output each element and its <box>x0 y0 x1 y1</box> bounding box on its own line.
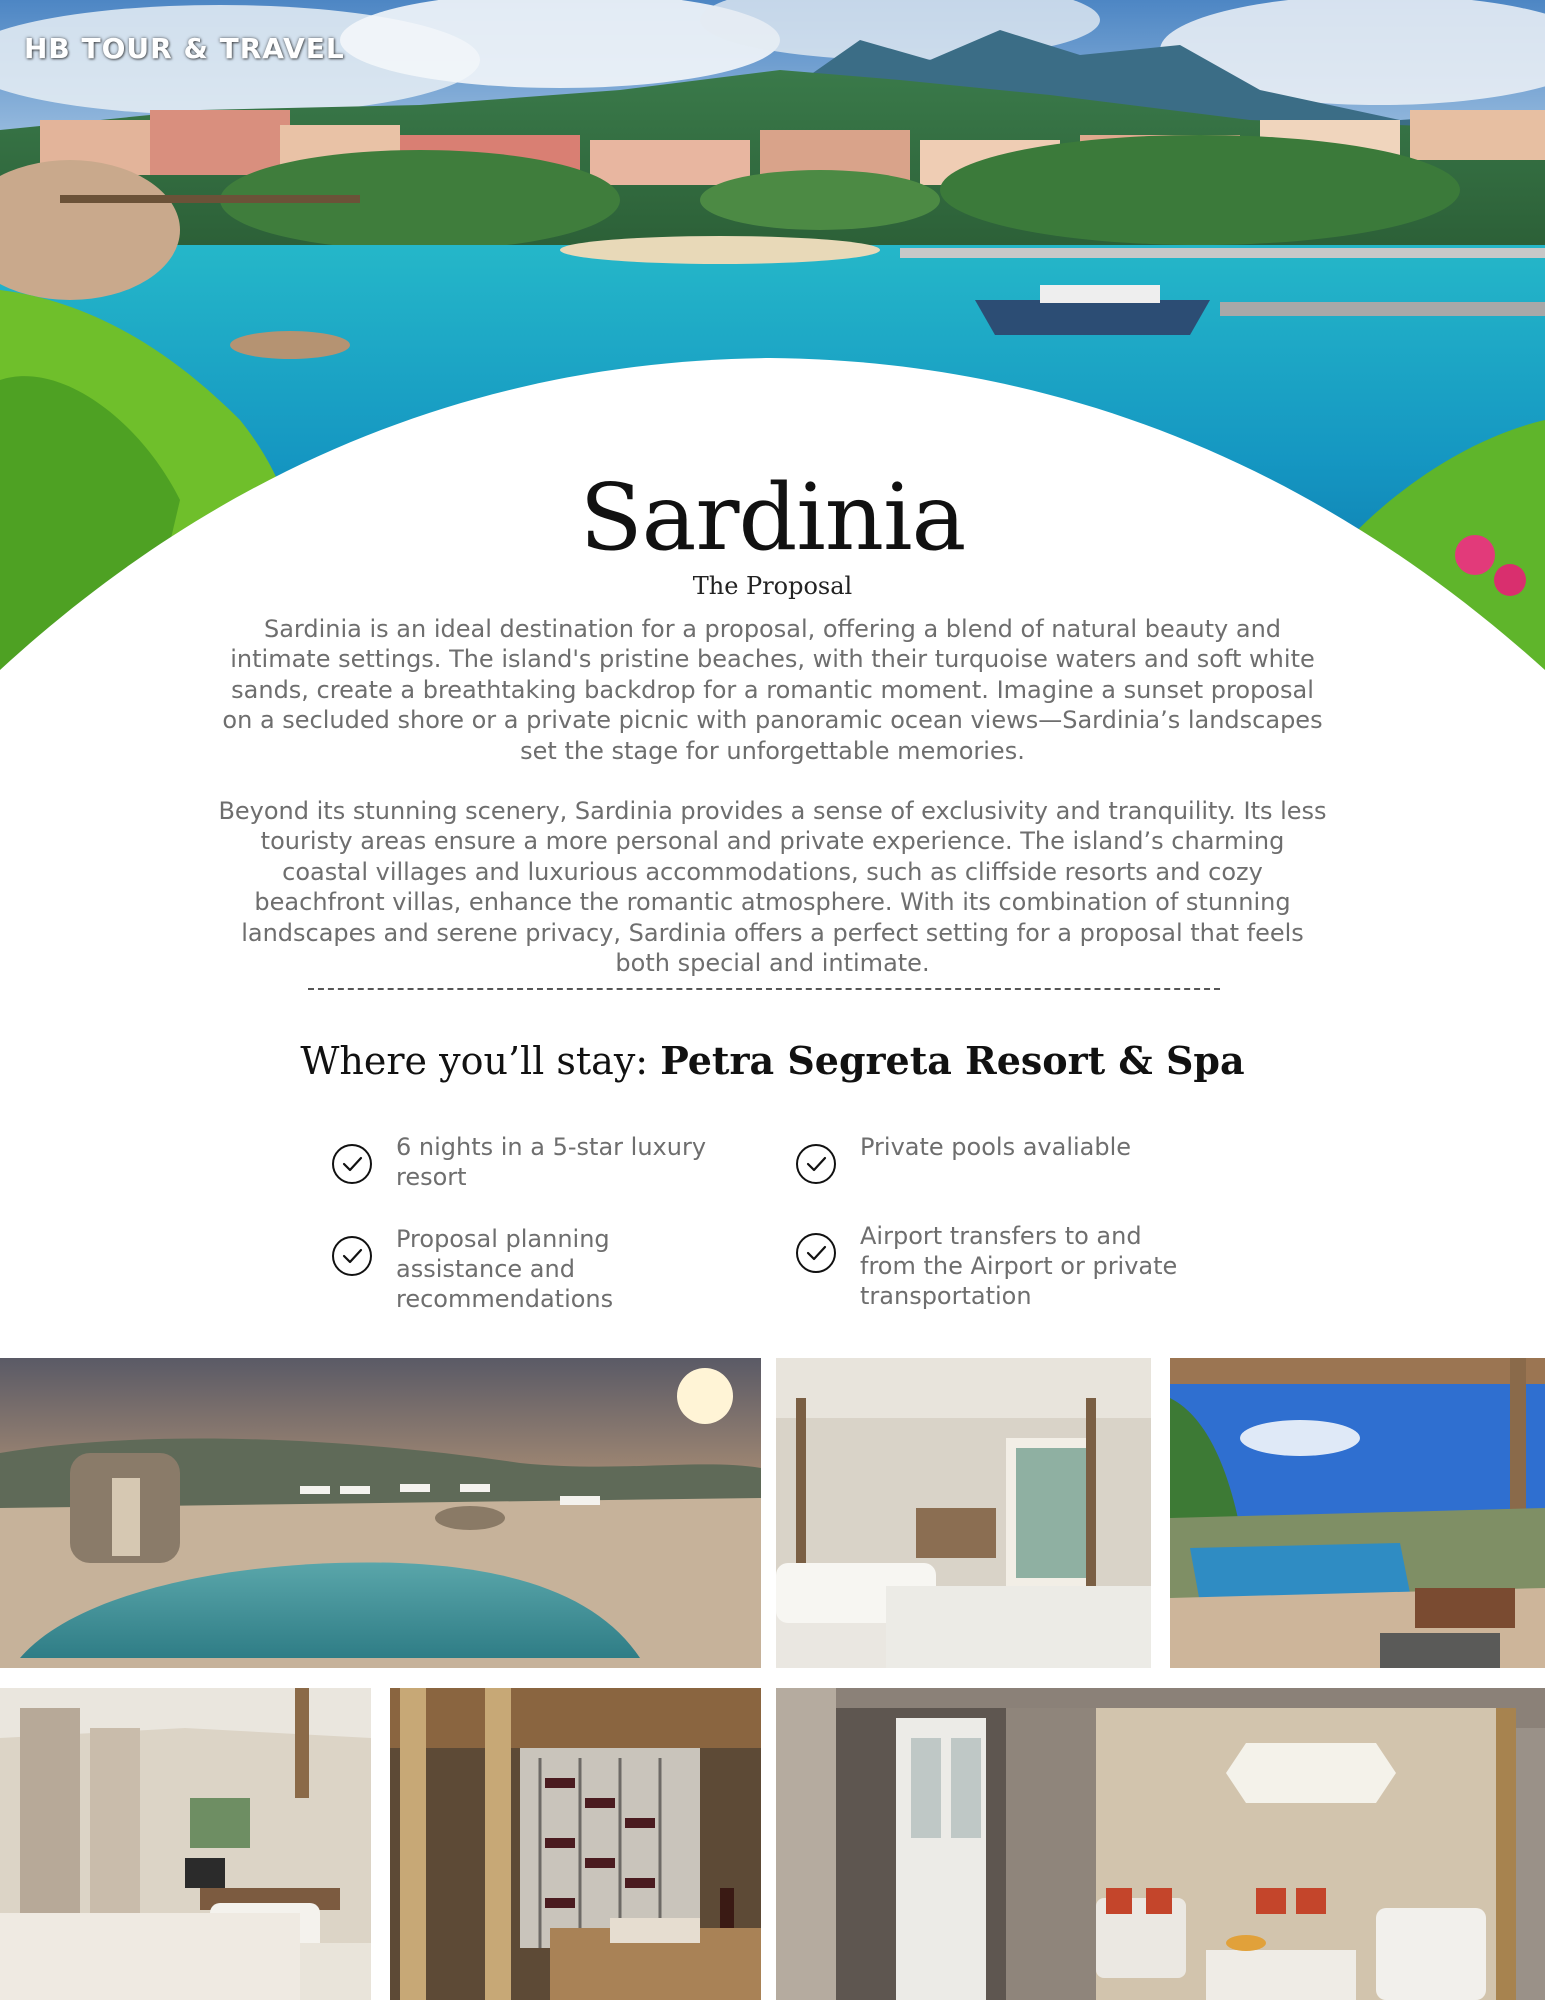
brand-logo: HB TOUR & TRAVEL <box>24 32 345 65</box>
stone-patio-lounge-photo <box>776 1688 1545 2000</box>
stay-heading <box>0 1036 1545 1086</box>
stay-heading-prefix: Where you’ll stay: <box>300 1039 661 1083</box>
check-circle-icon <box>332 1236 372 1276</box>
terrace-plunge-pool-photo <box>1170 1358 1545 1668</box>
suite-interior-photo <box>0 1688 371 2000</box>
check-circle-icon <box>796 1233 836 1273</box>
feature-text: Proposal planning assistance and recommendations <box>396 1225 614 1313</box>
feature-text: 6 nights in a 5-star luxury resort <box>396 1133 707 1191</box>
page-subtitle: The Proposal <box>692 572 853 600</box>
detail-paragraph: Beyond its stunning scenery, Sardinia provides a sense of exclusivity and tranquility. Its less touristy areas ensure a more personal and private experience. The island’s charming coastal villages and luxurious accommodations, such as cliffside resorts and cozy beachfront villas, enhance the romantic atmosphere. With its combination of stunning landscapes and serene privacy, Sardinia offers a perfect setting for a proposal that feels both special and intimate. <box>218 797 1327 978</box>
check-circle-icon <box>332 1144 372 1184</box>
feature-text: Private pools avaliable <box>860 1133 1132 1161</box>
wine-cellar-photo <box>390 1688 761 2000</box>
resort-name: Petra Segreta Resort & Spa <box>660 1038 1245 1083</box>
feature-text: Airport transfers to and from the Airport or private transportation <box>860 1222 1178 1310</box>
page-title: Sardinia <box>579 464 966 571</box>
section-divider <box>308 988 1220 990</box>
feature-item <box>332 1132 726 1192</box>
intro-paragraph: Sardinia is an ideal destination for a proposal, offering a blend of natural beauty and intimate settings. The island's pristine beaches, with their turquoise waters and soft white sands, create a breathtaking backdrop for a romantic moment. Imagine a sunset proposal on a secluded shore or a private picnic with panoramic ocean views—Sardinia’s landscapes set the stage for unforgettable memories. <box>222 615 1323 765</box>
feature-item <box>796 1132 1190 1184</box>
bedroom-photo <box>776 1358 1151 1668</box>
sunset-pool-photo <box>0 1358 761 1668</box>
check-circle-icon <box>796 1144 836 1184</box>
feature-item <box>332 1224 726 1314</box>
feature-item <box>796 1221 1190 1311</box>
